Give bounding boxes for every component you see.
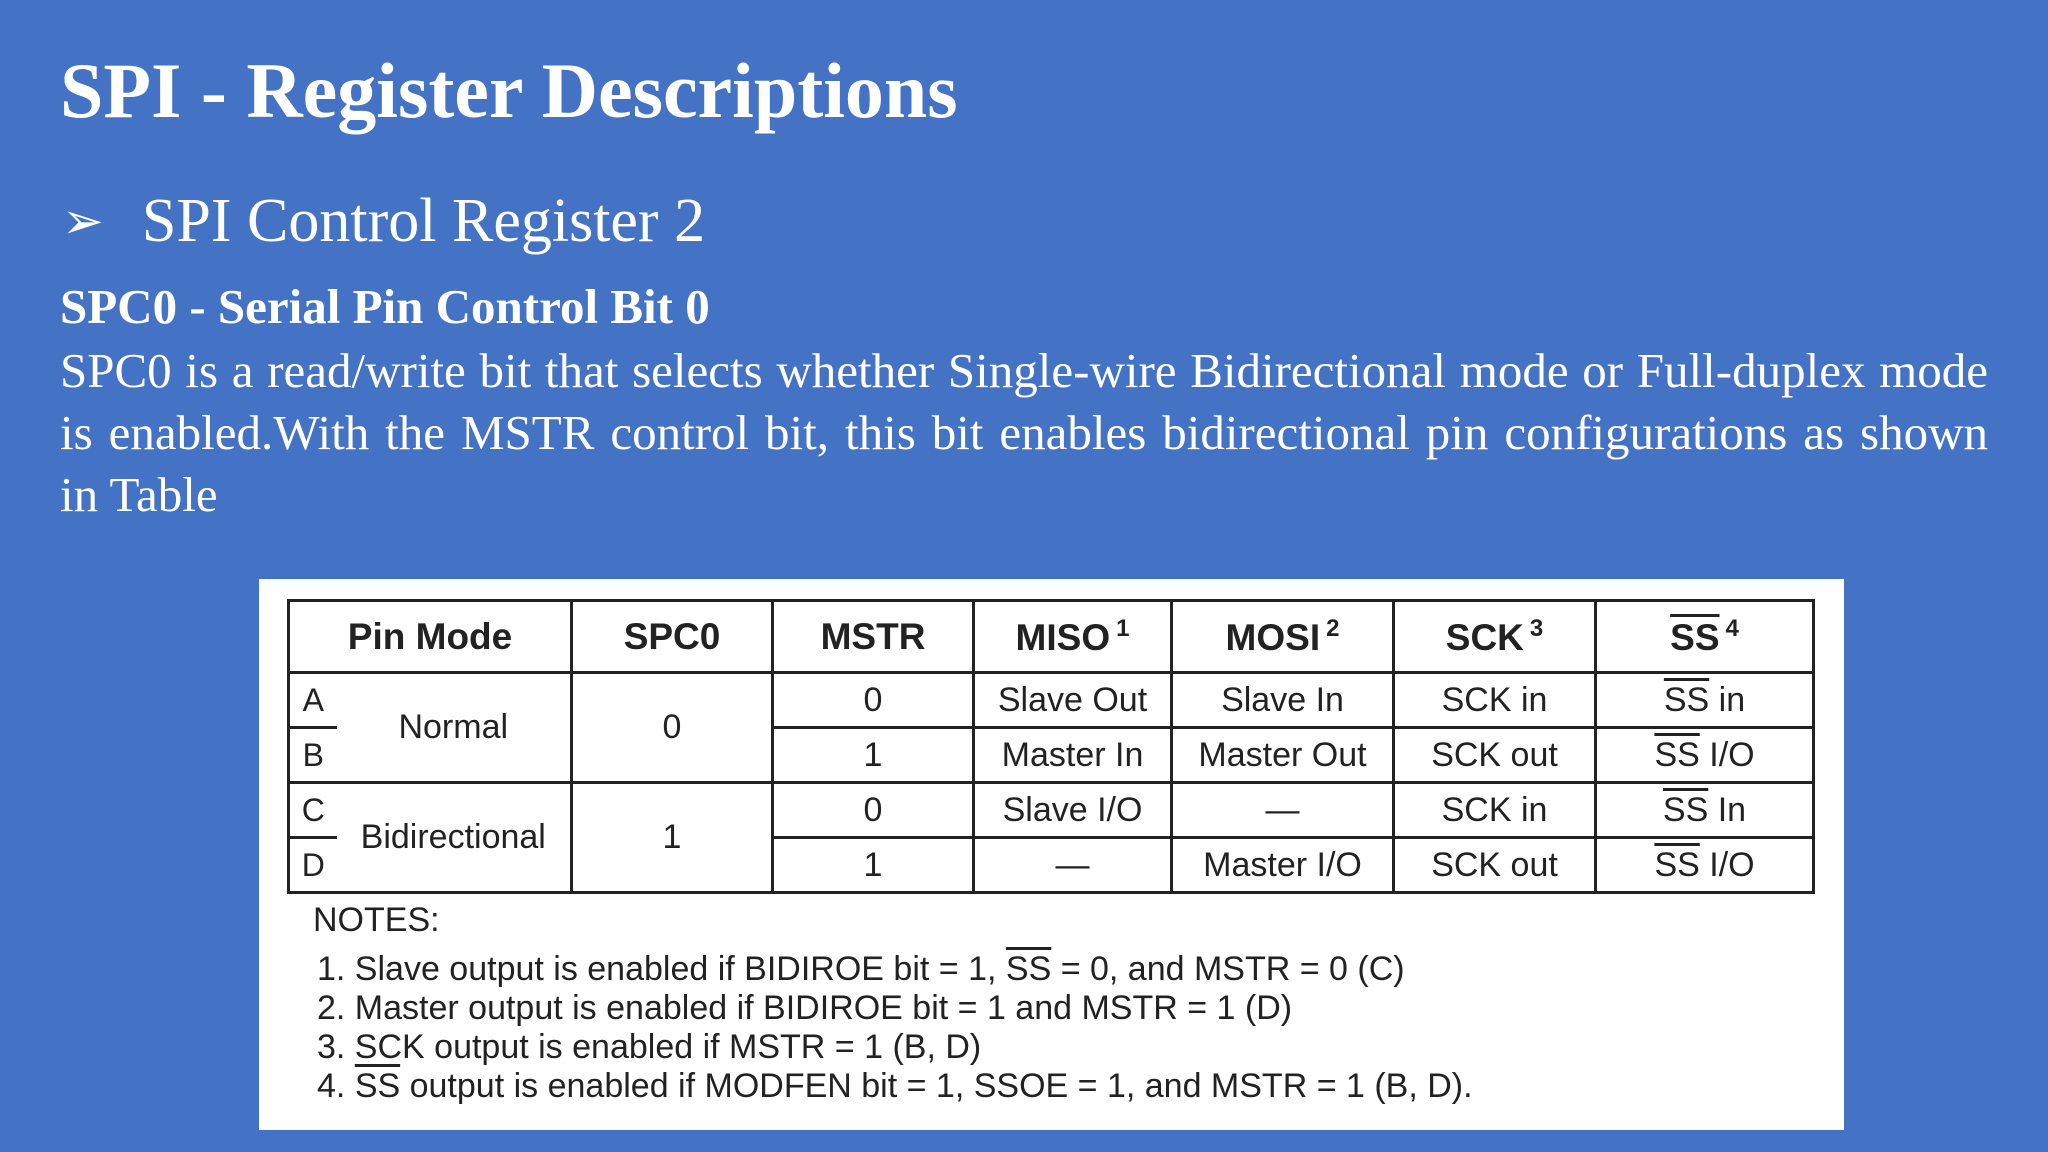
section-subheading: SPC0 - Serial Pin Control Bit 0 [60, 279, 710, 334]
header-pin-mode: Pin Mode [289, 601, 572, 673]
note-3: 3. SCK output is enabled if MSTR = 1 (B, D) [317, 1028, 982, 1066]
header-mstr: MSTR [773, 601, 974, 673]
spc0-cell: 0 [572, 673, 773, 783]
header-sck [1394, 601, 1596, 673]
mosi-cell: Slave In [1172, 673, 1394, 728]
row-letter: D [289, 838, 337, 893]
header-ss-note: 4 [1725, 614, 1739, 642]
table-row [289, 673, 1814, 728]
ss-signal: $\overline{SS}$ [1654, 735, 1700, 774]
mstr-cell: 0 [773, 783, 974, 838]
ss-direction: in [1709, 680, 1746, 719]
header-mosi [1172, 601, 1394, 673]
header-sck-note: 3 [1529, 614, 1544, 642]
header-miso [974, 601, 1172, 673]
mosi-cell: Master Out [1172, 728, 1394, 783]
ss-signal: $\overline{SS}$ [1654, 845, 1700, 884]
mstr-cell: 0 [773, 673, 974, 728]
arrow-bullet-icon: ➢ [62, 192, 104, 250]
header-miso-label: MISO [1015, 616, 1111, 658]
ss-cell [1596, 783, 1814, 838]
header-ss-label: $\overline{SS}$ [1670, 616, 1720, 658]
pin-mode-table-figure [259, 579, 1844, 1130]
mosi-cell: Master I/O [1172, 838, 1394, 893]
ss-signal: $\overline{SS}$ [1662, 790, 1709, 829]
header-spc0: SPC0 [572, 601, 773, 673]
header-mosi-note: 2 [1326, 614, 1340, 642]
note-4-num: 4. [317, 1067, 355, 1105]
note-4 [313, 1067, 1473, 1106]
header-mosi-label: MOSI [1225, 616, 1321, 658]
miso-cell: Slave Out [974, 673, 1172, 728]
ss-direction: I/O [1699, 735, 1755, 774]
ss-cell [1596, 673, 1814, 728]
slide-title: SPI - Register Descriptions [60, 47, 958, 134]
header-miso-note: 1 [1116, 614, 1130, 642]
ss-cell [1596, 838, 1814, 893]
mstr-cell: 1 [773, 728, 974, 783]
table-notes [313, 901, 1473, 1106]
note-1 [313, 950, 1473, 989]
row-letter: A [289, 673, 337, 728]
sck-cell: SCK in [1394, 783, 1596, 838]
bullet-item [62, 187, 706, 255]
mosi-cell: — [1172, 783, 1394, 838]
row-letter: C [289, 783, 337, 838]
pin-mode-table [287, 599, 1815, 894]
ss-cell [1596, 728, 1814, 783]
header-ss [1596, 601, 1814, 673]
note-1-ss: $\overline{SS}$ [1005, 950, 1052, 988]
sck-cell: SCK in [1394, 673, 1596, 728]
note-4-text: output is enabled if MODFEN bit = 1, SSOE = 1, and MSTR = 1 (B, D). [400, 1067, 1473, 1105]
bullet-label: SPI Control Register 2 [141, 187, 706, 255]
miso-cell: Slave I/O [974, 783, 1172, 838]
note-4-ss: $\overline{SS}$ [354, 1067, 401, 1105]
spc0-cell: 1 [572, 783, 773, 893]
ss-signal: $\overline{SS}$ [1663, 680, 1710, 719]
table-row [289, 783, 1814, 838]
description-paragraph: SPC0 is a read/write bit that selects whether Single-wire Bidirectional mode or Full-duplex mode is enabled.With the MSTR control bit, this bit enables bidirectional pin configurations as shown in Table [60, 343, 1988, 522]
note-1-tail: = 0, and MSTR = 0 (C) [1051, 950, 1405, 988]
sck-cell: SCK out [1394, 728, 1596, 783]
mstr-cell: 1 [773, 838, 974, 893]
ss-direction: In [1708, 790, 1747, 829]
miso-cell: — [974, 838, 1172, 893]
ss-direction: I/O [1699, 845, 1755, 884]
notes-title: NOTES: [313, 901, 440, 939]
header-sck-label: SCK [1445, 616, 1524, 658]
sck-cell: SCK out [1394, 838, 1596, 893]
pin-mode-cell: Normal [337, 673, 572, 783]
table-header-row [289, 601, 1814, 673]
row-letter: B [289, 728, 337, 783]
pin-mode-cell: Bidirectional [337, 783, 572, 893]
miso-cell: Master In [974, 728, 1172, 783]
note-1-text: 1. Slave output is enabled if BIDIROE bit = 1, [317, 950, 1006, 988]
note-2: 2. Master output is enabled if BIDIROE bit = 1 and MSTR = 1 (D) [317, 989, 1293, 1027]
